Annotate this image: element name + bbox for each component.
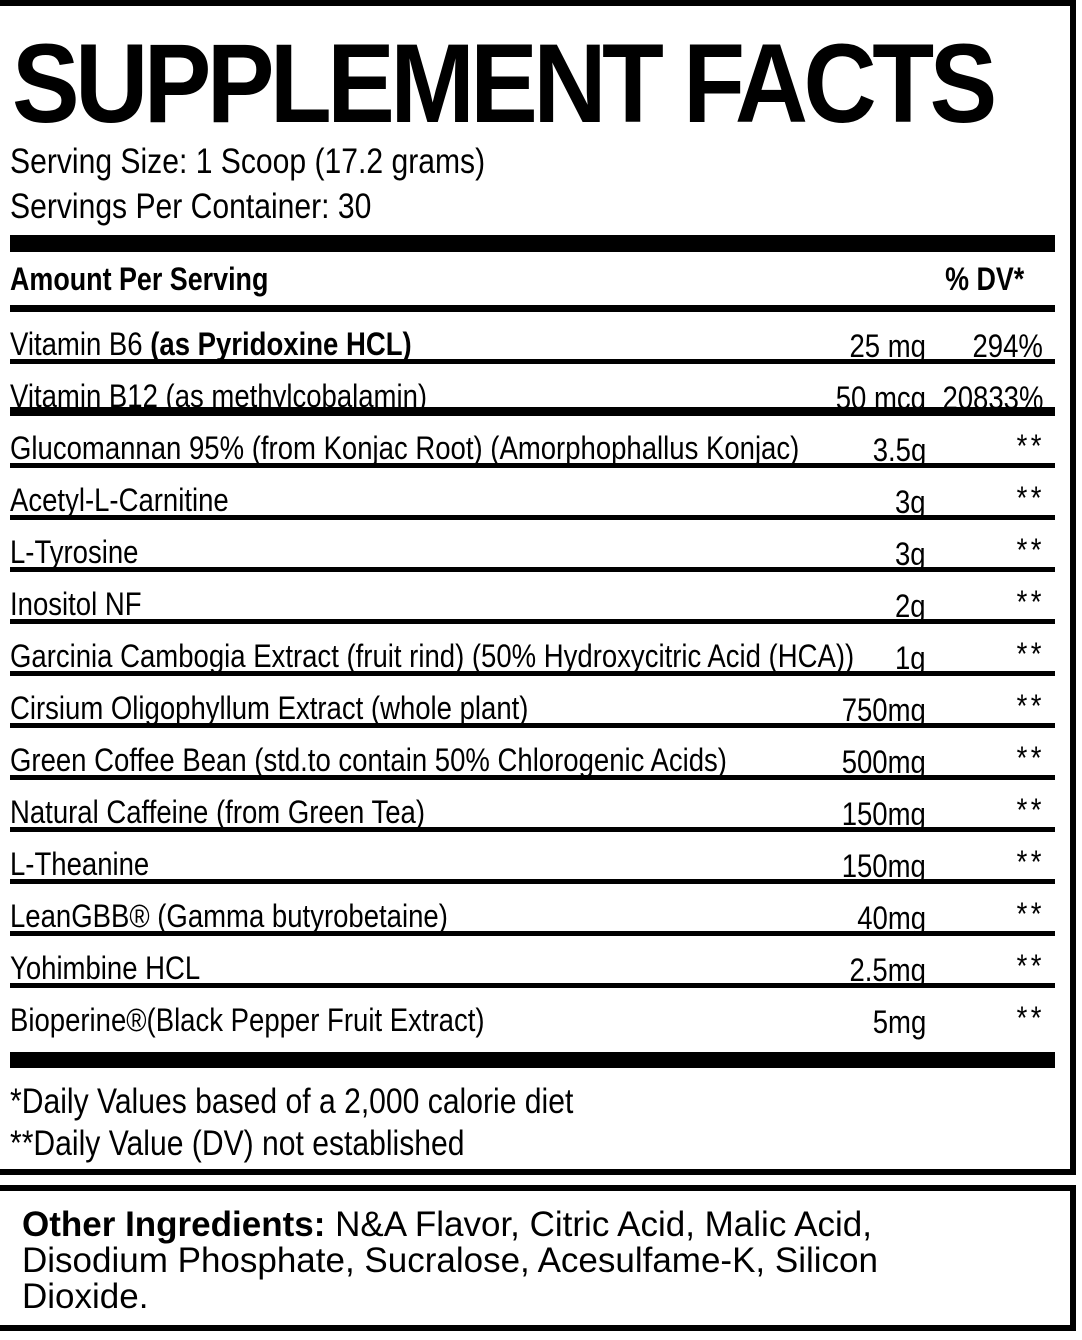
nutrient-dv: 294% [972, 328, 1043, 364]
nutrient-amount: 750mg [841, 692, 926, 728]
nutrient-amount: 25 mg [849, 328, 926, 364]
nutrient-amount: 1g [895, 640, 926, 676]
nutrient-row [10, 468, 1055, 520]
nutrient-name: Yohimbine HCL [10, 950, 201, 986]
other-ingredients-text [22, 1207, 922, 1315]
nutrient-dv: ** [1016, 792, 1045, 828]
nutrient-amount: 5mg [872, 1004, 926, 1040]
nutrient-row [10, 624, 1055, 676]
nutrient-name: L-Tyrosine [10, 534, 139, 570]
nutrient-amount: 2.5mg [849, 952, 926, 988]
nutrient-name: Green Coffee Bean (std.to contain 50% Chlorogenic Acids) [10, 742, 727, 778]
nutrient-amount: 3.5g [872, 432, 926, 468]
header-divider [10, 305, 1055, 312]
nutrient-amount: 50 mcg [835, 380, 926, 416]
footnote-daily-values: *Daily Values based of a 2,000 calorie diet [10, 1082, 574, 1121]
nutrient-row [10, 312, 1055, 364]
nutrient-row [10, 416, 1055, 468]
other-ingredients-label: Other Ingredients: [22, 1205, 326, 1244]
nutrient-name: Vitamin B6 (as Pyridoxine HCL) [10, 326, 412, 362]
nutrient-name: Vitamin B12 (as methylcobalamin) [10, 378, 428, 414]
nutrient-row [10, 676, 1055, 728]
bottom-divider-bar [10, 1052, 1055, 1068]
nutrient-dv: ** [1016, 1000, 1045, 1036]
nutrient-dv: ** [1016, 532, 1045, 568]
nutrient-dv: ** [1016, 428, 1045, 464]
nutrient-amount: 2g [895, 588, 926, 624]
nutrient-name: Garcinia Cambogia Extract (fruit rind) (50% Hydroxycitric Acid (HCA)) [10, 638, 855, 674]
servings-per-container: Servings Per Container: 30 [10, 187, 372, 226]
other-ingredients-panel [0, 1185, 1076, 1331]
nutrient-name: Inositol NF [10, 586, 142, 622]
nutrient-dv: ** [1016, 948, 1045, 984]
nutrient-dv: ** [1016, 740, 1045, 776]
nutrient-dv: ** [1016, 636, 1045, 672]
nutrient-row [10, 780, 1055, 832]
nutrient-amount: 40mg [857, 900, 926, 936]
nutrient-name: Bioperine®(Black Pepper Fruit Extract) [10, 1002, 485, 1038]
nutrient-row [10, 728, 1055, 780]
nutrient-name: LeanGBB® (Gamma butyrobetaine) [10, 898, 448, 934]
nutrient-row [10, 572, 1055, 624]
footnote-dv-not-established: **Daily Value (DV) not established [10, 1124, 465, 1163]
nutrient-row [10, 988, 1055, 1040]
nutrient-name: L-Theanine [10, 846, 150, 882]
nutrient-dv: ** [1016, 688, 1045, 724]
nutrient-row [10, 884, 1055, 936]
nutrient-row [10, 936, 1055, 988]
nutrient-name: Acetyl-L-Carnitine [10, 482, 229, 518]
top-divider-bar [10, 235, 1055, 252]
nutrient-name: Natural Caffeine (from Green Tea) [10, 794, 426, 830]
nutrient-amount: 150mg [841, 796, 926, 832]
nutrient-amount: 3g [895, 536, 926, 572]
nutrient-dv: 20833% [942, 380, 1043, 416]
daily-value-header: % DV* [944, 261, 1024, 297]
nutrient-amount: 3g [895, 484, 926, 520]
nutrient-dv: ** [1016, 896, 1045, 932]
nutrient-dv: ** [1016, 584, 1045, 620]
nutrient-table [10, 312, 1055, 1040]
nutrient-dv: ** [1016, 844, 1045, 880]
nutrient-row [10, 520, 1055, 572]
nutrient-dv: ** [1016, 480, 1045, 516]
amount-per-serving-header: Amount Per Serving [10, 261, 269, 297]
nutrient-row [10, 832, 1055, 884]
nutrient-name: Glucomannan 95% (from Konjac Root) (Amorphophallus Konjac) [10, 430, 800, 466]
other-ingredients-list: N&A Flavor, Citric Acid, Malic Acid, Disodium Phosphate, Sucralose, Acesulfame-K, Silicon Dioxide. [22, 1205, 878, 1316]
serving-size: Serving Size: 1 Scoop (17.2 grams) [10, 142, 486, 181]
nutrient-row [10, 364, 1055, 416]
panel-title: SUPPLEMENT FACTS [12, 21, 993, 146]
nutrient-name: Cirsium Oligophyllum Extract (whole plant) [10, 690, 529, 726]
nutrient-amount: 150mg [841, 848, 926, 884]
nutrient-amount: 500mg [841, 744, 926, 780]
